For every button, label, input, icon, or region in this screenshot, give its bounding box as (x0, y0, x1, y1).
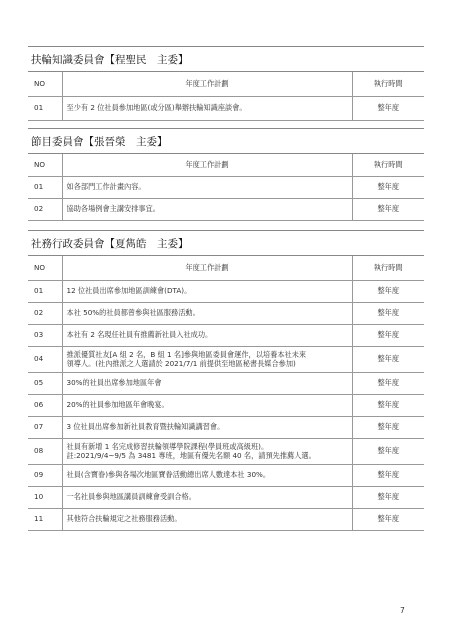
table-row (28, 324, 424, 346)
table-row (28, 176, 424, 198)
row-plan: 一名社員參與地區講員訓練會受訓合格。 (62, 486, 352, 508)
row-plan: 30%的社員出席參加地區年會 (62, 372, 352, 394)
row-plan (62, 438, 352, 464)
row-no: 02 (28, 302, 62, 324)
row-plan: 本社有 2 名現任社員有推薦新社員入社成功。 (62, 324, 352, 346)
row-plan: 20%的社員參加地區年會晚宴。 (62, 394, 352, 416)
header-no: NO (28, 72, 62, 96)
row-no: 08 (28, 438, 62, 464)
section-rotary-knowledge (28, 46, 424, 121)
row-time: 整年度 (352, 176, 424, 198)
table-row (28, 438, 424, 464)
row-time: 整年度 (352, 280, 424, 302)
section-club-administration (28, 230, 424, 531)
table-row (28, 346, 424, 372)
row-no: 09 (28, 464, 62, 486)
row-no: 11 (28, 508, 62, 530)
row-time: 整年度 (352, 198, 424, 220)
row-time: 整年度 (352, 394, 424, 416)
section-title: 扶輪知識委員會【程聖民 主委】 (28, 46, 424, 72)
row-plan: 社員(含寶眷)參與各場次地區寶眷活動總出席人數達本社 30%。 (62, 464, 352, 486)
row-plan (62, 346, 352, 372)
table-row (28, 302, 424, 324)
row-plan: 其他符合扶輪規定之社務服務活動。 (62, 508, 352, 530)
header-plan: 年度工作計劃 (62, 72, 352, 96)
row-time: 整年度 (352, 96, 424, 120)
table-header-row (28, 256, 424, 280)
plan-table (28, 256, 424, 531)
plan-table (28, 154, 424, 221)
row-plan-line: 社員有新增 1 名完成修習扶輪領導學院課程(學員班或高級班)。 (66, 441, 269, 451)
row-plan-line: 領導人。(社內推派之人選請於 2021/7/1 前提供至地區秘書長媒合參加) (66, 359, 296, 368)
table-row (28, 280, 424, 302)
row-time: 整年度 (352, 302, 424, 324)
row-plan: 12 位社員出席參加地區訓練會(DTA)。 (62, 280, 352, 302)
row-time: 整年度 (352, 416, 424, 438)
row-plan: 如各部門工作計畫內容。 (62, 176, 352, 198)
section-title: 社務行政委員會【夏雋皓 主委】 (28, 230, 424, 256)
row-no: 07 (28, 416, 62, 438)
row-time: 整年度 (352, 508, 424, 530)
row-no: 01 (28, 176, 62, 198)
table-row (28, 198, 424, 220)
row-plan: 本社 50%的社員都曾參與社區服務活動。 (62, 302, 352, 324)
row-time: 整年度 (352, 372, 424, 394)
table-row (28, 508, 424, 530)
row-no: 02 (28, 198, 62, 220)
section-program (28, 128, 424, 221)
row-no: 10 (28, 486, 62, 508)
header-time: 執行時間 (352, 72, 424, 96)
plan-table (28, 72, 424, 121)
row-plan: 3 位社員出席參加新社員教育暨扶輪知識講習會。 (62, 416, 352, 438)
header-plan: 年度工作計劃 (62, 154, 352, 176)
row-time: 整年度 (352, 464, 424, 486)
table-row (28, 96, 424, 120)
row-plan-line: 註:2021/9/4~9/5 為 3481 專班，地區有優先名額 40 名，請預先推薦人選。 (66, 451, 316, 460)
row-no: 01 (28, 96, 62, 120)
table-header-row (28, 72, 424, 96)
row-no: 04 (28, 346, 62, 372)
header-no: NO (28, 256, 62, 280)
row-time: 整年度 (352, 346, 424, 372)
row-no: 01 (28, 280, 62, 302)
table-row (28, 464, 424, 486)
header-time: 執行時間 (352, 154, 424, 176)
row-plan: 至少有 2 位社員參加地區(或分區)舉辦扶輪知識座談會。 (62, 96, 352, 120)
table-header-row (28, 154, 424, 176)
table-row (28, 486, 424, 508)
table-row (28, 416, 424, 438)
row-time: 整年度 (352, 438, 424, 464)
row-no: 03 (28, 324, 62, 346)
row-plan: 協助各場例會主講安排事宜。 (62, 198, 352, 220)
header-plan: 年度工作計劃 (62, 256, 352, 280)
table-row (28, 372, 424, 394)
section-title: 節目委員會【張晉榮 主委】 (28, 128, 424, 154)
table-row (28, 394, 424, 416)
row-no: 06 (28, 394, 62, 416)
row-no: 05 (28, 372, 62, 394)
row-time: 整年度 (352, 324, 424, 346)
row-plan-line: 推派優質社友[A 組 2 名，B 組 1 名]參與地區委員會運作，以培養本社未來 (66, 349, 307, 359)
header-time: 執行時間 (352, 256, 424, 280)
row-time: 整年度 (352, 486, 424, 508)
page-number: 7 (400, 606, 405, 615)
header-no: NO (28, 154, 62, 176)
